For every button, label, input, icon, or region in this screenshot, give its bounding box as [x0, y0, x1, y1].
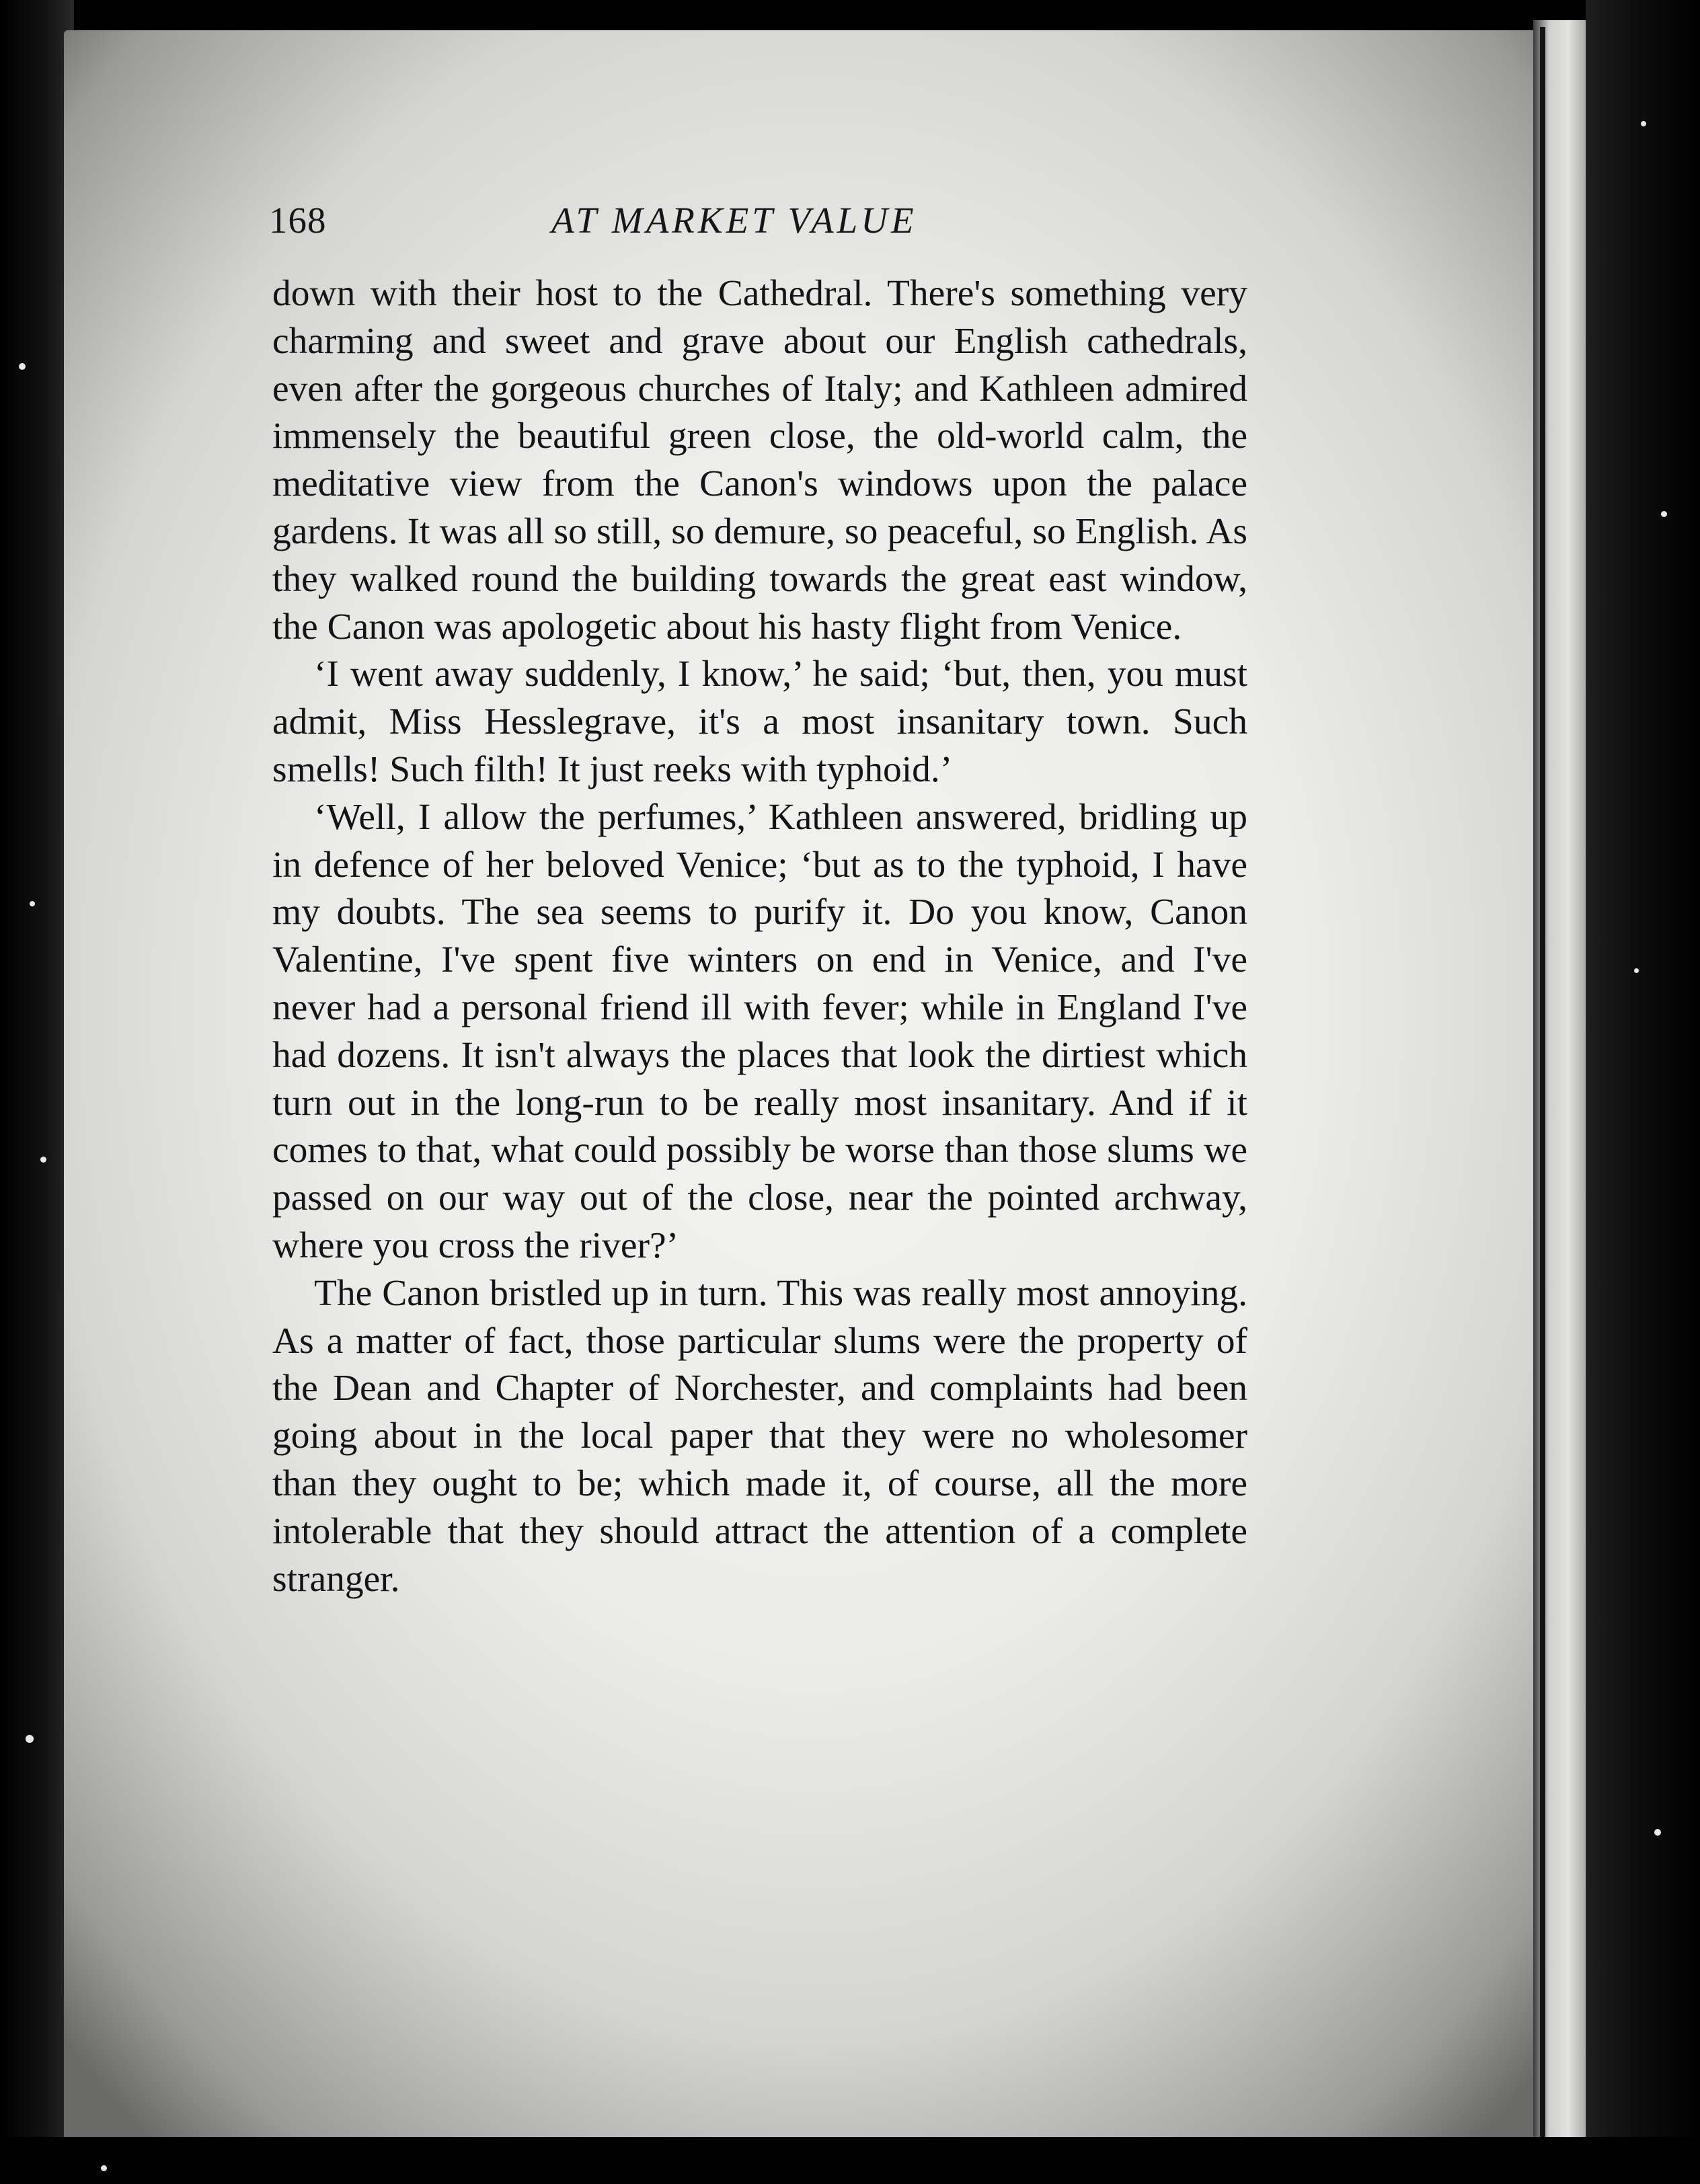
dust-speck — [26, 1735, 34, 1743]
paragraph: down with their host to the Cathedral. There's something very charming and sweet and grave about our English cathedrals, even after the gorgeous churches of Italy; and Kathleen admired immensely the beautiful green close, the old-world calm, the meditative view from the Canon's windows upon the palace gardens. It was all so still, so demure, so peaceful, so English. As they walked round the building towards the great east window, the Canon was apologetic about his hasty flight from Venice. — [272, 273, 1247, 648]
scan-border-bottom — [0, 2137, 1700, 2184]
page-number: 168 — [269, 200, 327, 241]
body-text — [272, 270, 1247, 1603]
paragraph: The Canon bristled up in turn. This was really most annoying. As a matter of fact, those particular slums were the property of the Dean and Chapter of Norchester, and complaints had been going about in the local paper that they were no wholesomer than they ought to be; which made it, of course, all the more intolerable that they should attract the attention of a complete stranger. — [272, 1272, 1247, 1600]
scan-border-left — [0, 0, 74, 2184]
running-title: AT MARKET VALUE — [551, 200, 917, 241]
paragraph: ‘Well, I allow the perfumes,’ Kathleen answered, bridling up in defence of her beloved Venice; ‘but as to the typhoid, I have my doubts. The sea seems to purify it. Do you know, Canon Valentine, I've spent five winters on end in Venice, and I've never had a personal friend ill with fever; while in England I've had dozens. It isn't always the places that look the dirtiest which turn out in the long-run to be really most insanitary. And if it comes to that, what could possibly be worse than those slums we passed on our way out of the close, near the pointed archway, where you cross the river?’ — [272, 796, 1247, 1266]
dust-speck — [40, 1157, 46, 1163]
paragraph: ‘I went away suddenly, I know,’ he said; ‘but, then, you must admit, Miss Hesslegrave, it's a most insanitary town. Such smells! Such filth! It just reeks with typhoid.’ — [272, 654, 1247, 790]
dust-speck — [19, 363, 26, 370]
dust-speck — [30, 901, 35, 906]
dust-speck — [101, 2165, 107, 2171]
dust-speck — [1654, 1829, 1661, 1836]
dust-speck — [1634, 968, 1639, 973]
running-head — [269, 199, 1251, 253]
page-gutter-line — [1540, 27, 1545, 2152]
scan-border-right — [1586, 0, 1700, 2184]
dust-speck — [1641, 121, 1646, 126]
dust-speck — [1661, 511, 1667, 517]
